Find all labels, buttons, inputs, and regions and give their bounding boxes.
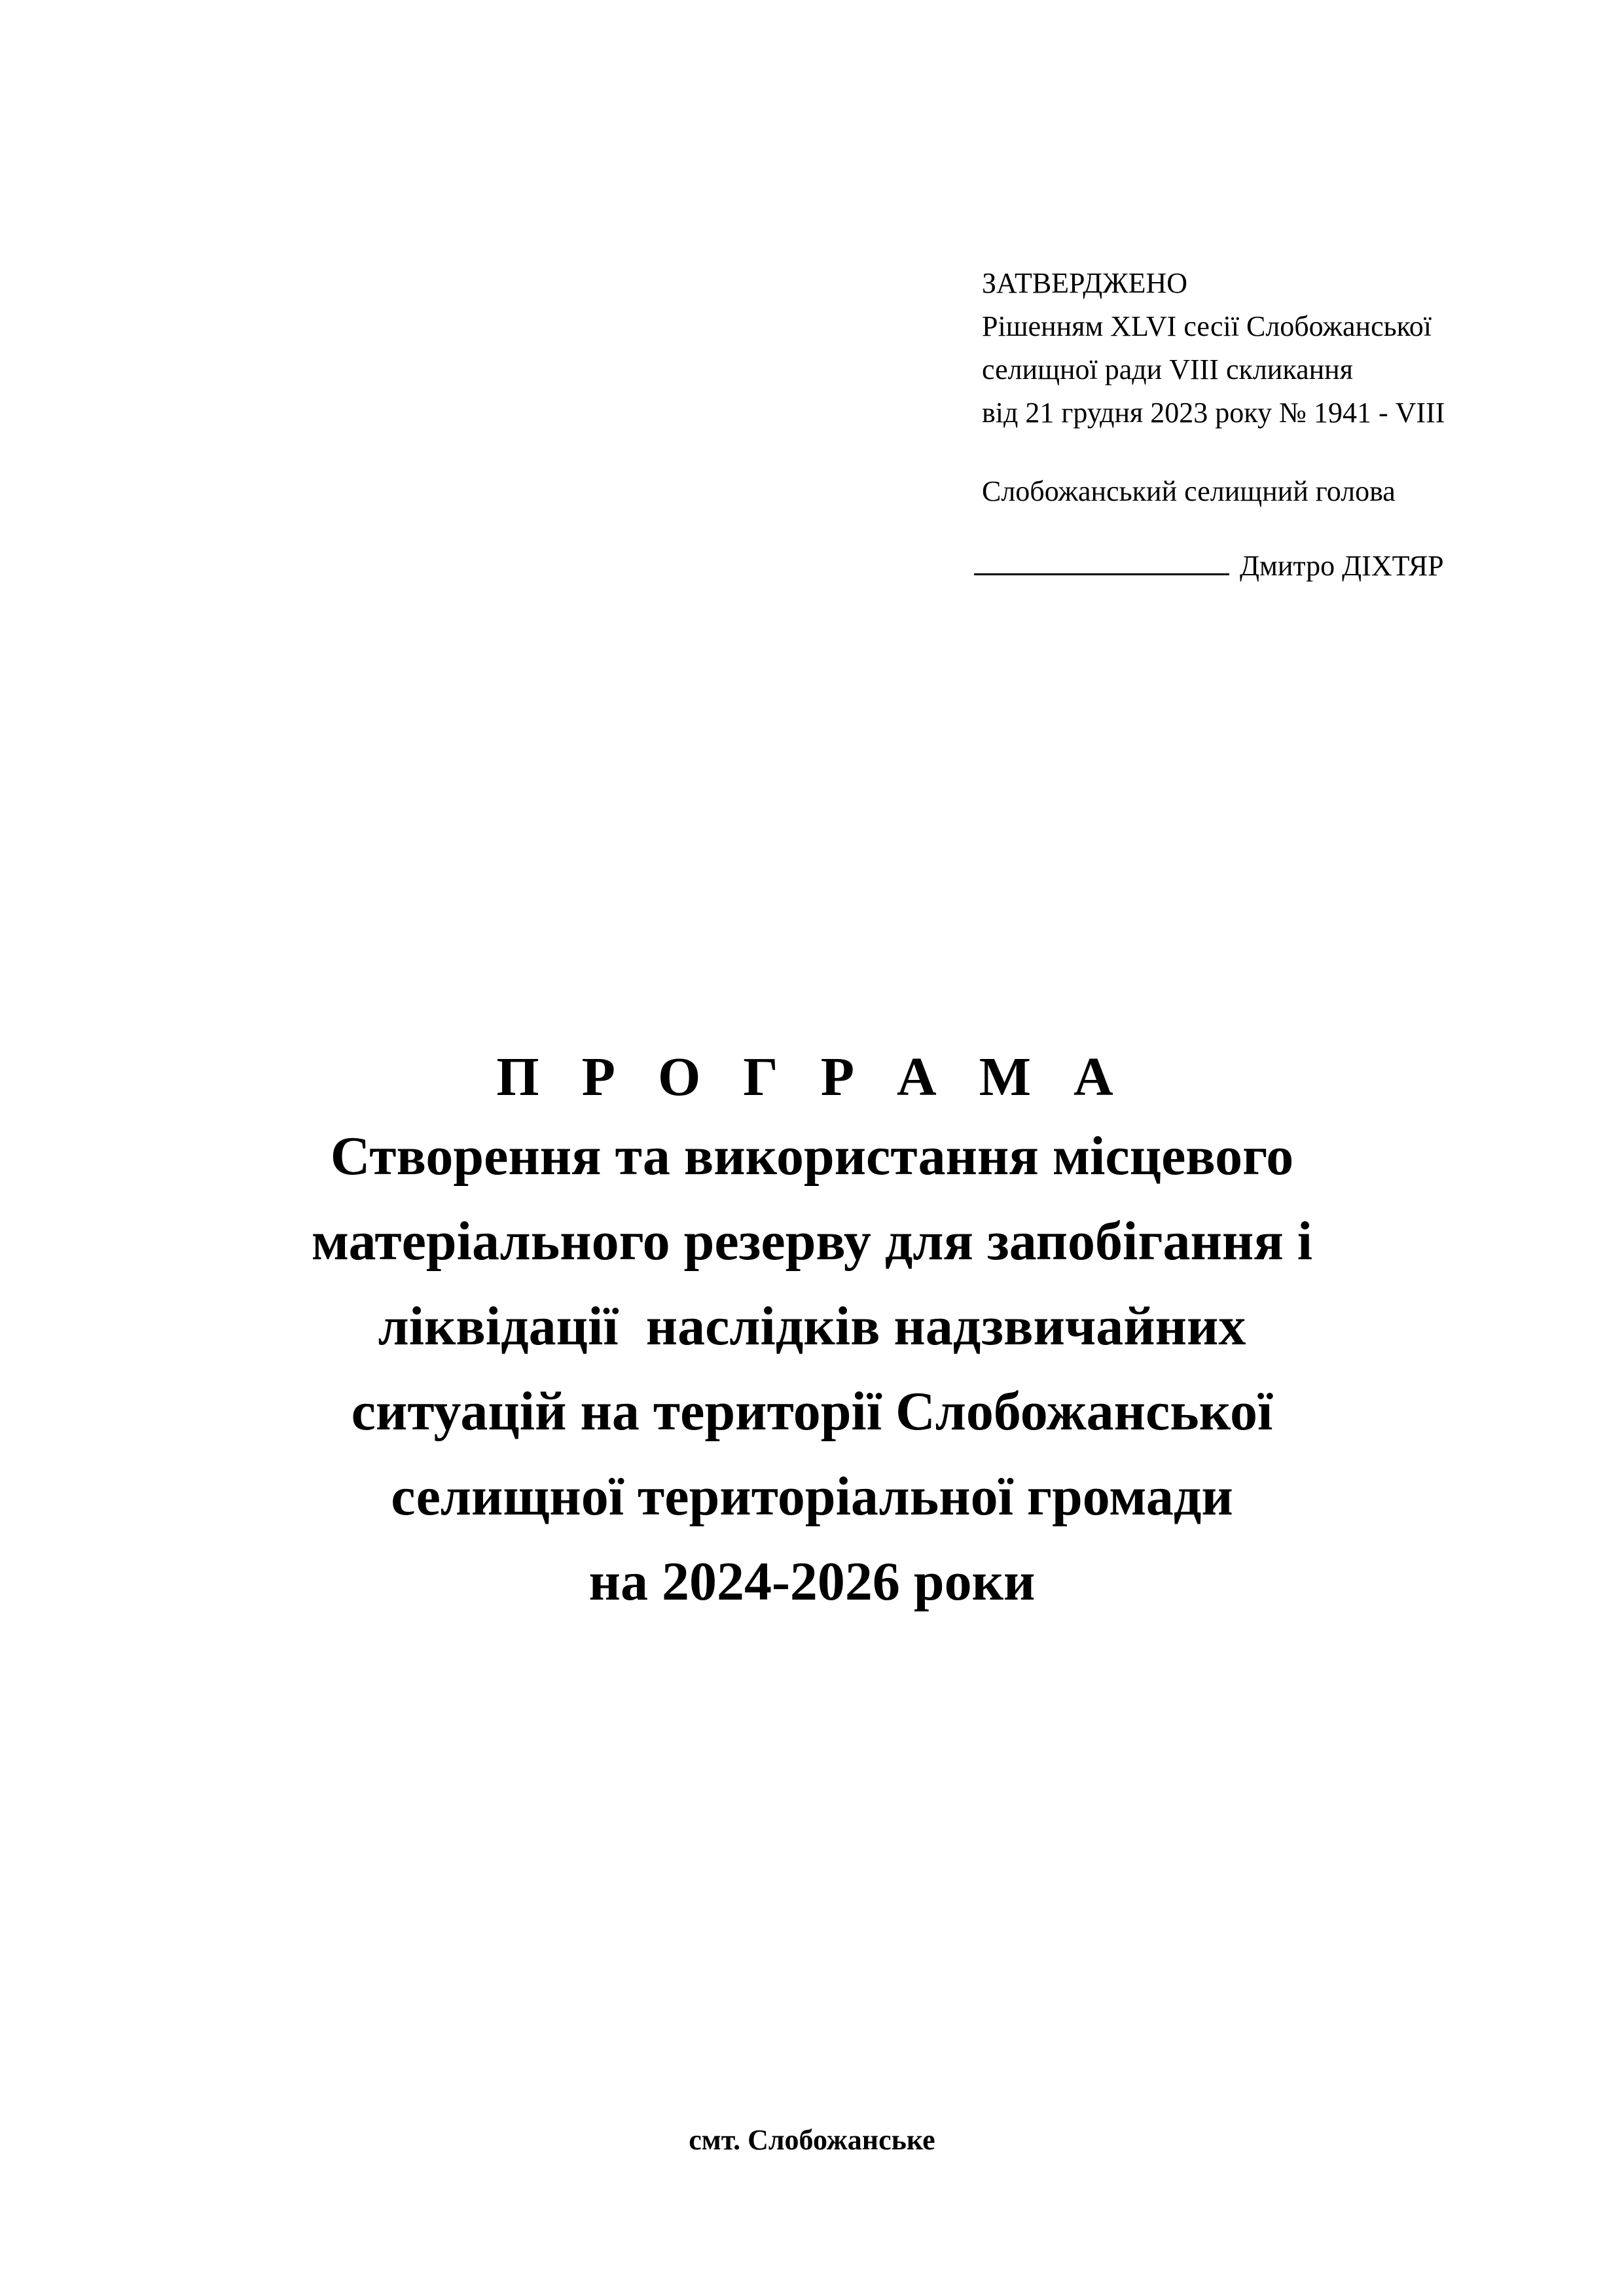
decision-line: селищної ради VIII скликання — [982, 353, 1353, 386]
program-heading: П Р О Г Р А М А — [496, 1047, 1128, 1107]
signatory-name: Дмитро ДІХТЯР — [1240, 550, 1444, 582]
head-title: Слобожанський селищний голова — [982, 475, 1396, 507]
title-line: ліквідації наслідків надзвичайних — [378, 1296, 1246, 1357]
decision-line: Рішенням XLVI сесії Слобожанської — [982, 310, 1432, 342]
title-line: ситуацій на території Слобожанської — [351, 1381, 1273, 1442]
title-line: селищної територіальної громади — [391, 1466, 1233, 1527]
place-of-issue: смт. Слобожанське — [689, 2124, 935, 2156]
decision-line: від 21 грудня 2023 року № 1941 - VIII — [982, 397, 1445, 429]
approval-stamp: ЗАТВЕРДЖЕНО — [982, 267, 1188, 299]
program-title — [0, 1041, 1624, 1624]
approval-block — [982, 262, 1571, 588]
title-line: матеріального резерву для запобігання і — [311, 1211, 1313, 1272]
signature-row — [982, 545, 1571, 588]
title-line: на 2024-2026 роки — [588, 1551, 1036, 1612]
title-line: Створення та використання місцевого — [330, 1126, 1294, 1187]
signature-line — [974, 545, 1229, 575]
